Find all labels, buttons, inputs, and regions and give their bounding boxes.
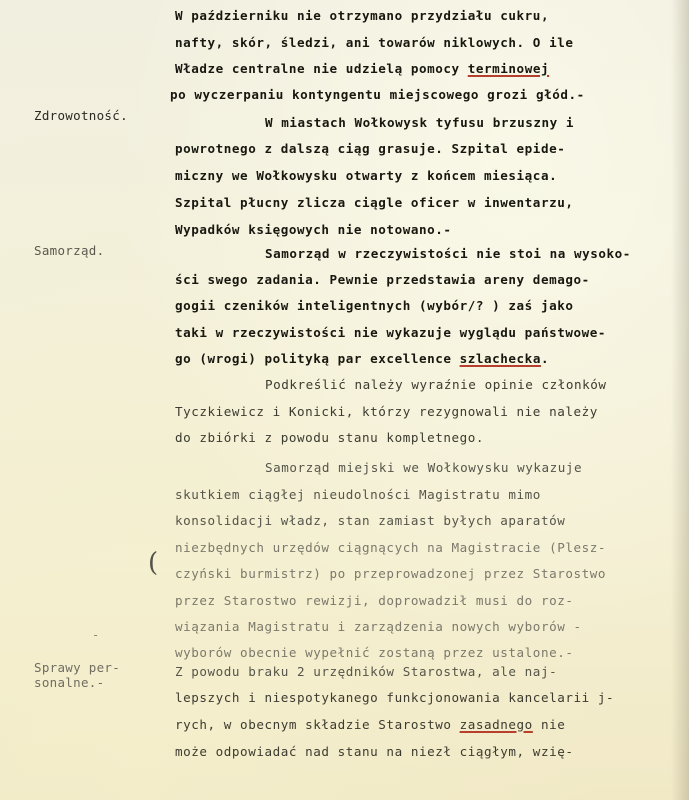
text-line-14: go (wrogi) polityką par excellence szlachecka.	[175, 351, 550, 366]
margin-note-personnel: Sprawy per- sonalne.-	[34, 660, 121, 690]
underlined-word: terminowej	[467, 61, 550, 76]
text-line-3: Władze centralne nie udzielą pomocy terminowej	[175, 61, 550, 76]
text-line-9: Wypadków księgowych nie notowano.-	[175, 222, 452, 237]
text-line-2: nafty, skór, śledzi, ani towarów niklowych. O ile	[175, 35, 574, 50]
margin-dash-mark: -	[92, 628, 100, 642]
text-line-23: przez Starostwo rewizji, doprowadził musi do roz-	[175, 593, 574, 608]
margin-bracket-mark: (	[148, 548, 159, 578]
text-line-16: Tyczkiewicz i Konicki, którzy rezygnowali nie należy	[175, 404, 598, 419]
text-line-17: do zbiórki z powodu stanu kompletnego.	[175, 430, 485, 445]
text-line-8: Szpital płucny zlicza ciągle oficer w inwentarzu,	[175, 195, 574, 210]
text-line-6: powrotnego z dalszą ciąg grasuje. Szpital epide-	[175, 141, 566, 156]
text-line-22: czyński burmistrz) po przeprowadzonej przez Starostwo	[175, 566, 606, 581]
text-line-20: konsolidacji władz, stan zamiast byłych aparatów	[175, 513, 566, 528]
text-line-7: miczny we Wołkowysku otwarty z końcem miesiąca.	[175, 168, 558, 183]
text-line-15: Podkreślić należy wyraźnie opinie członków	[265, 377, 607, 392]
text-line-24: wiązania Magistratu i zarządzenia nowych wyborów -	[175, 619, 582, 634]
text-line-21: niezbędnych urzędów ciągnących na Magistracie (Plesz-	[175, 540, 606, 555]
margin-note-health: Zdrowotność.	[34, 108, 128, 123]
text-line-13: taki w rzeczywistości nie wykazuje wyglądu państwowe-	[175, 325, 606, 340]
text-line-1: W październiku nie otrzymano przydziału cukru,	[175, 8, 550, 23]
underlined-word: szlachecka	[459, 351, 541, 366]
text-line-10: Samorząd w rzeczywistości nie stoi na wysoko-	[265, 246, 631, 261]
text-line-12: gogii czeników inteligentnych (wybór/? ) zaś jako	[175, 298, 574, 313]
text-line-25: wyborów obecnie wypełnić zostaną przez ustalone.-	[175, 645, 574, 660]
text-line-18: Samorząd miejski we Wołkowysku wykazuje	[265, 460, 583, 475]
margin-note-self-government: Samorząd.	[34, 243, 105, 258]
text-line-11: ści swego zadania. Pewnie przedstawia areny demago-	[175, 272, 590, 287]
text-line-4: po wyczerpaniu kontyngentu miejscowego grozi głód.-	[170, 87, 585, 102]
text-line-26: Z powodu braku 2 urzędników Starostwa, ale naj-	[175, 664, 558, 679]
text-line-27: lepszych i niespotykanego funkcjonowania kancelarii j-	[175, 690, 615, 705]
underlined-word: zasadnego	[459, 717, 533, 732]
text-line-29: może odpowiadać nad stanu na niezł ciągłym, wzię-	[175, 744, 574, 759]
text-line-19: skutkiem ciągłej nieudolności Magistratu mimo	[175, 487, 541, 502]
text-line-28: rych, w obecnym składzie Starostwo zasadnego nie	[175, 717, 566, 732]
text-line-5: W miastach Wołkowysk tyfusu brzuszny i	[265, 115, 575, 130]
